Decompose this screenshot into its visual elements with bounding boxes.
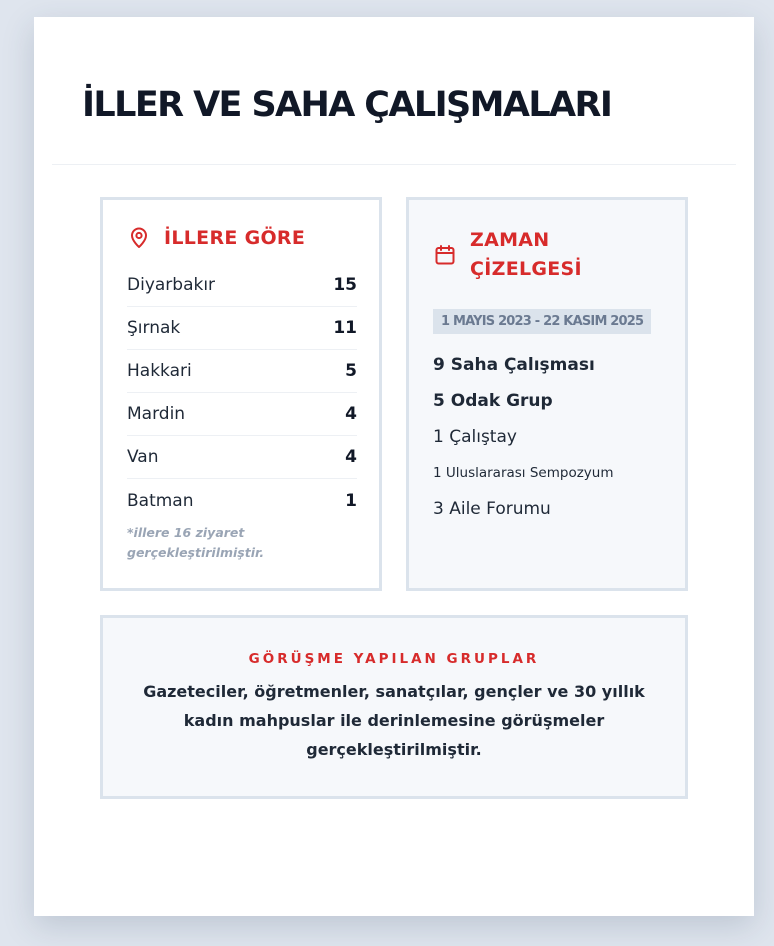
list-item	[127, 393, 357, 436]
timeline-title	[470, 226, 582, 284]
province-name: Hakkari	[127, 361, 192, 381]
timeline-item: 1 Çalıştay	[433, 427, 517, 447]
provinces-header	[127, 225, 305, 251]
list-item	[127, 264, 357, 307]
provinces-list	[127, 264, 357, 522]
province-name: Van	[127, 447, 159, 467]
list-item	[127, 436, 357, 479]
timeline-item: 3 Aile Forumu	[433, 499, 551, 519]
page-card	[34, 17, 754, 916]
timeline-item: 1 Uluslararası Sempozyum	[433, 465, 614, 481]
provinces-title: İLLERE GÖRE	[164, 227, 306, 249]
province-name: Diyarbakır	[127, 275, 216, 295]
province-name: Şırnak	[127, 318, 181, 338]
provinces-card	[100, 197, 382, 591]
provinces-note: *illere 16 ziyaret gerçekleştirilmiştir.	[127, 525, 265, 560]
groups-description: Gazeteciler, öğretmenler, sanatçılar, gençler ve 30 yıllık kadın mahpuslar ile derinlemesine görüşmeler gerçekleştirilmiştir.	[143, 682, 645, 759]
list-item	[127, 350, 357, 393]
list-item	[127, 307, 357, 350]
timeline-title-line2: ÇİZELGESİ	[470, 258, 582, 280]
province-name: Batman	[127, 490, 194, 511]
map-pin-icon	[127, 226, 151, 250]
province-count: 4	[345, 404, 357, 424]
timeline-header	[433, 226, 582, 284]
groups-title: GÖRÜŞME YAPILAN GRUPLAR	[248, 651, 540, 667]
calendar-icon	[433, 243, 457, 267]
province-count: 5	[345, 361, 357, 381]
timeline-title-line1: ZAMAN	[470, 229, 550, 251]
province-count: 11	[333, 318, 357, 338]
timeline-item: 5 Odak Grup	[433, 391, 553, 411]
province-name: Mardin	[127, 404, 186, 424]
list-item	[127, 479, 357, 522]
timeline-list	[433, 347, 673, 527]
groups-card	[100, 615, 688, 799]
date-range-badge: 1 MAYIS 2023 - 22 KASIM 2025	[433, 309, 651, 334]
province-count: 4	[345, 447, 357, 467]
timeline-card	[406, 197, 688, 591]
province-count: 15	[333, 275, 357, 295]
page-title: İLLER VE SAHA ÇALIŞMALARI	[82, 85, 612, 125]
province-count: 1	[345, 490, 357, 511]
timeline-item: 9 Saha Çalışması	[433, 355, 595, 375]
